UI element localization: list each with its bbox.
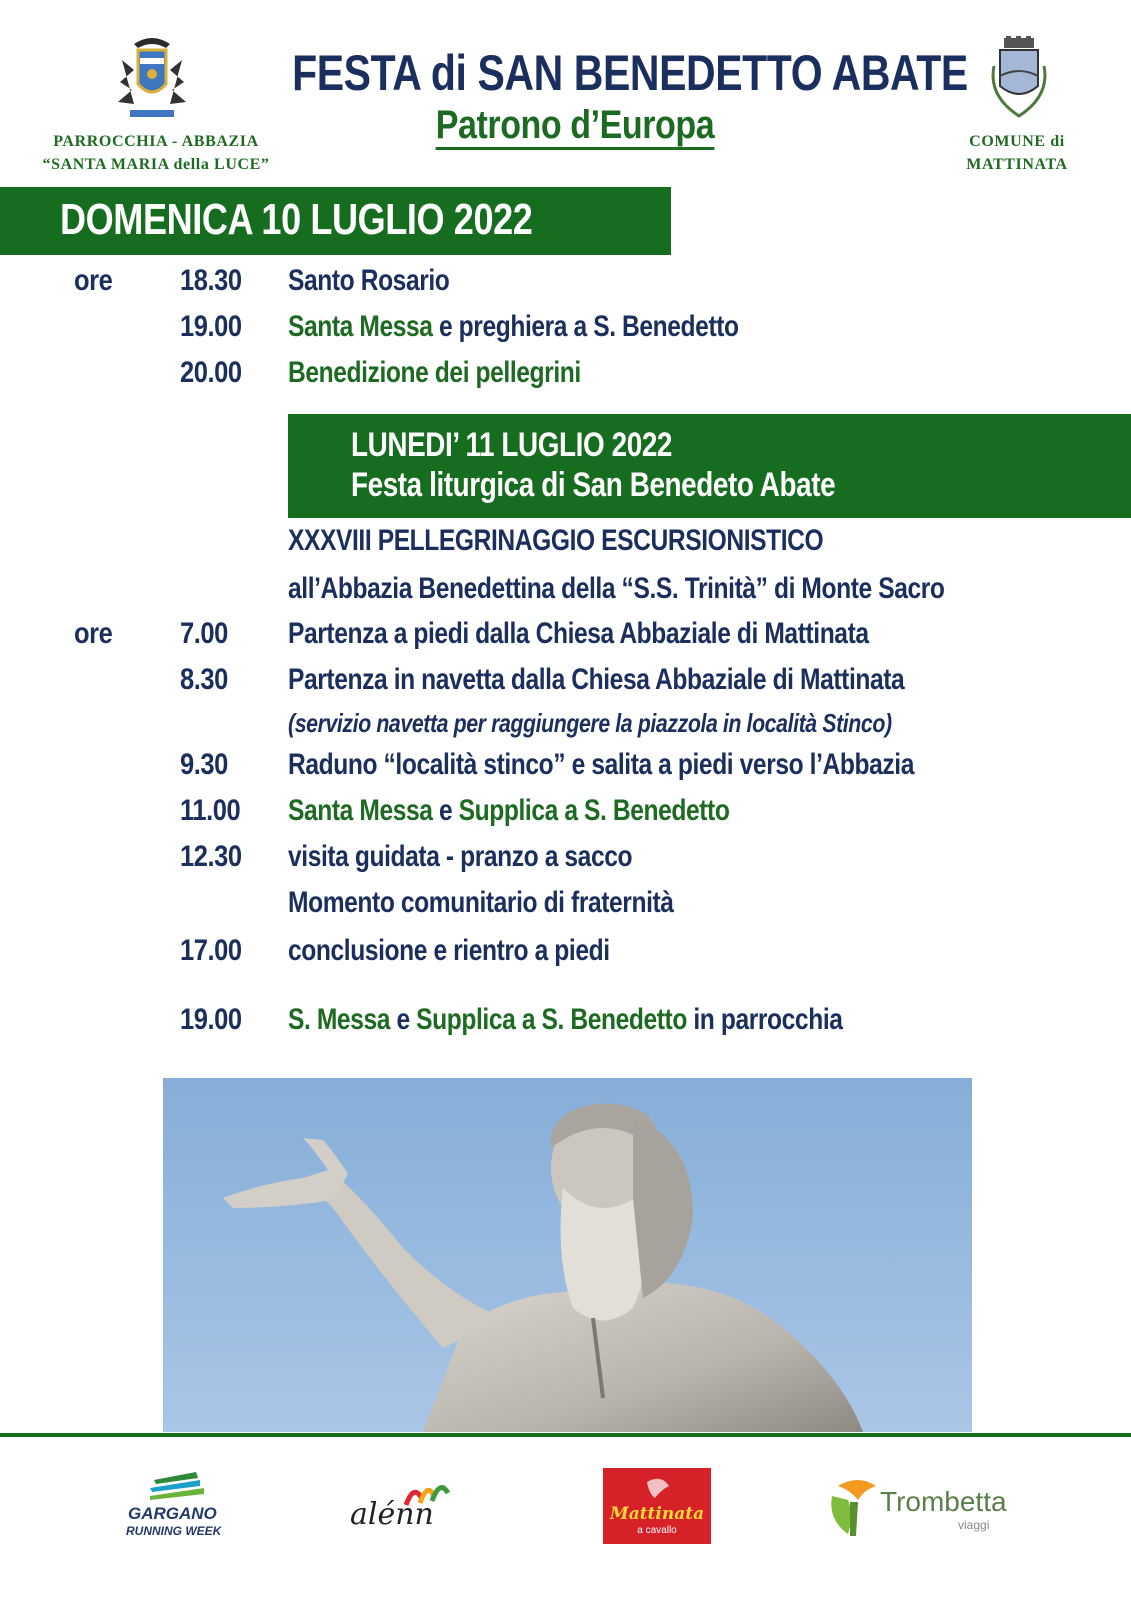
schedule-desc (288, 356, 581, 390)
alenn-brush-icon (402, 1479, 452, 1509)
parish-name (16, 130, 296, 176)
trombetta-leaf-icon (828, 1476, 880, 1538)
schedule-row (0, 663, 1131, 703)
schedule-desc (288, 617, 869, 651)
schedule-note-row (0, 708, 1131, 748)
viaggi-text: viaggi (958, 1518, 990, 1532)
schedule-desc (288, 748, 914, 782)
schedule-desc-part: Raduno “località stinco” e salita a piedi verso l’Abbazia (288, 748, 914, 781)
schedule-row (0, 264, 1131, 304)
event-title: FESTA di SAN BENEDETTO ABATE (292, 45, 968, 101)
trombetta-text: Trombetta (880, 1486, 1007, 1517)
schedule-time: 7.00 (180, 617, 228, 650)
schedule-time: 17.00 (180, 934, 242, 967)
day2-banner-date: LUNEDI’ 11 LUGLIO 2022 (351, 426, 673, 464)
schedule-desc-part: (servizio navetta per raggiungere la piazzola in località Stinco) (288, 708, 892, 738)
schedule-row (0, 934, 1131, 974)
saint-benedict-statue-photo (163, 1078, 972, 1432)
schedule-desc-part: visita guidata - pranzo a sacco (288, 840, 633, 873)
schedule-time: 11.00 (180, 794, 241, 827)
schedule-desc (288, 310, 739, 344)
sponsor-mattinata-a-cavallo-logo (603, 1468, 711, 1544)
schedule-time: 20.00 (180, 356, 242, 389)
schedule-time: 9.30 (180, 748, 228, 781)
schedule-desc (288, 264, 449, 298)
schedule-desc-part: Supplica a S. Benedetto (416, 1003, 687, 1036)
sponsor-trombetta-viaggi-logo (828, 1472, 1018, 1542)
schedule-row (0, 886, 1131, 926)
schedule-desc-part: e preghiera a S. Benedetto (432, 310, 739, 343)
event-heading-row (0, 572, 1131, 612)
municipality-name (942, 130, 1092, 176)
schedule-desc-part: Santo Rosario (288, 264, 450, 297)
ore-label: ore (74, 617, 113, 650)
schedule-desc-part: e (432, 794, 459, 827)
pilgrimage-title: XXXVIII PELLEGRINAGGIO ESCURSIONISTICO (288, 524, 824, 557)
a-cavallo-text: a cavallo (637, 1525, 677, 1536)
schedule-desc-part: Partenza a piedi dalla Chiesa Abbaziale di Mattinata (288, 617, 869, 650)
schedule-time: 19.00 (180, 310, 242, 343)
day1-banner-text: DOMENICA 10 LUGLIO 2022 (60, 195, 533, 244)
schedule-row (0, 310, 1131, 350)
sponsor-alenn-logo (342, 1475, 462, 1545)
municipality-name-line1: COMUNE di (969, 133, 1065, 150)
sponsor-gargano-running-week-logo (120, 1470, 240, 1540)
schedule-desc (288, 1003, 843, 1037)
schedule-desc-part: e (390, 1003, 417, 1036)
municipality-name-line2: MATTINATA (966, 156, 1068, 173)
day1-banner (0, 187, 671, 255)
schedule-desc-part: conclusione e rientro a piedi (288, 934, 610, 967)
schedule-time: 18.30 (180, 264, 242, 297)
schedule-desc (288, 794, 729, 828)
schedule-desc (288, 663, 904, 697)
schedule-desc-part: in parrocchia (686, 1003, 843, 1036)
pilgrimage-destination: all’Abbazia Benedettina della “S.S. Trinità” di Monte Sacro (288, 572, 945, 605)
schedule-time: 19.00 (180, 1003, 242, 1036)
footer-divider (0, 1433, 1131, 1437)
schedule-row (0, 840, 1131, 880)
schedule-desc-part: S. Messa (288, 1003, 391, 1036)
day2-banner (288, 414, 1131, 518)
schedule-row (0, 617, 1131, 657)
alenn-text: alénn (350, 1497, 434, 1532)
schedule-desc-part: Momento comunitario di fraternità (288, 886, 674, 919)
schedule-desc-part: Partenza in navetta dalla Chiesa Abbaziale di Mattinata (288, 663, 905, 696)
ore-label: ore (74, 264, 113, 297)
schedule-desc (288, 934, 610, 968)
schedule-row (0, 794, 1131, 834)
schedule-desc (288, 886, 674, 920)
schedule-desc (288, 840, 632, 874)
schedule-row (0, 1003, 1131, 1043)
event-subtitle (409, 103, 741, 148)
schedule-row (0, 748, 1131, 788)
schedule-time: 12.30 (180, 840, 242, 873)
schedule-time: 8.30 (180, 663, 228, 696)
event-subtitle-text: Patrono d’Europa (436, 103, 714, 150)
event-heading-row (0, 524, 1131, 564)
schedule-desc-part: Benedizione dei pellegrini (288, 356, 581, 389)
gargano-text: GARGANO (128, 1504, 217, 1523)
parish-name-line2: “SANTA MARIA della LUCE” (42, 156, 270, 173)
parish-name-line1: PARROCCHIA - ABBAZIA (53, 133, 259, 150)
shuttle-note (288, 708, 892, 739)
running-week-text: RUNNING WEEK (126, 1524, 222, 1538)
day2-banner-feast: Festa liturgica di San Benedeto Abate (351, 466, 836, 504)
gargano-stripes-icon (120, 1470, 240, 1504)
schedule-desc-part: Santa Messa (288, 794, 433, 827)
schedule-desc-part: Supplica a S. Benedetto (458, 794, 730, 827)
schedule-desc-part: Santa Messa (288, 310, 433, 343)
mattinata-text: Mattinata (609, 1504, 705, 1524)
schedule-row (0, 356, 1131, 396)
parish-coat-of-arms-icon (112, 30, 192, 122)
municipality-coat-of-arms-icon (986, 36, 1052, 120)
